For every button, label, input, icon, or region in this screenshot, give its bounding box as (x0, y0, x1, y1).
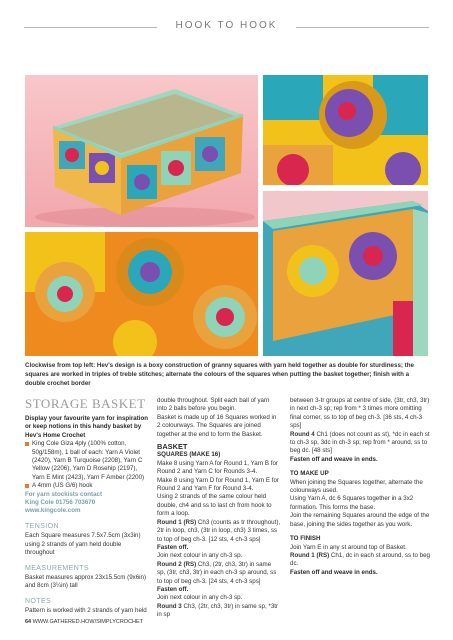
round-2-text: Ch3, (2tr, ch3, 3tr) in same sp, (3tr, ch3, 3tr) in each ch-3 sp around, ss to top of beg ch-3. [24 sts, 4 ch-3 sps] (157, 560, 277, 585)
column-materials (25, 397, 149, 616)
stockist-line-1: For yarn stockists contact (25, 490, 103, 498)
section-title: HOOK TO HOOK (175, 20, 278, 31)
header-rule-left (24, 27, 157, 28)
tension-heading: TENSION (25, 522, 59, 530)
tension-text: Each Square measures 7.5x7.5cm (3x3in) using 2 strands of yarn held double throughout (25, 532, 141, 557)
pattern-intro: Display your favourite yarn for inspiration or keep notions in this handy basket by Hev's Home Crochet (25, 415, 149, 439)
make-up-text-1: When joining the Squares together, alternate the colourways used. (290, 478, 423, 495)
page-number: 64 (25, 619, 32, 625)
make-up-text-2: Using Yarn A, dc 6 Squares together in a 3x2 formation. This forms the base. (290, 495, 414, 511)
colourway-a: Make 8 using Yarn A for Round 1, Yarn B for Round 2 and Yarn C for Rounds 3-4. (157, 459, 278, 476)
hook-list-item (25, 482, 149, 490)
join-colour-2: Join next colour in any ch-3 sp. (157, 594, 243, 602)
yarn-list-item (25, 440, 149, 482)
yarn-list-text: King Cole Giza 4ply (100% cotton, 50g/158m), 1 ball of each: Yarn A Violet (2420), Yarn B Turquoise (2208), Yarn C Yellow (2206), Yarn D Rosehip (2197), Yarn E Mint (2423), Yarn F Amber (2200) (32, 440, 145, 481)
pattern-title: STORAGE BASKET (25, 396, 146, 411)
finish-heading: TO FINISH (290, 535, 321, 543)
finish-text: Join Yarn E in any st around top of Basket. (290, 543, 407, 551)
round-3-continued: between 3-tr groups at centre of side, (3tr, ch3, 3tr) in next ch-3 sp; rep from * 3 times more omitting final corner, ss to top of beg ch-3. [36 sts, 4 ch-3 sps] (290, 397, 430, 430)
stockist-url: www.kingcole.com (25, 507, 81, 515)
notes-text: Pattern is worked with 2 strands of yarn held (25, 607, 147, 615)
stockist-line-2: King Cole 01756 703670 (25, 499, 96, 507)
notes-continued: double throughout. Split each ball of yarn into 2 balls before you begin. (157, 397, 270, 413)
bullet-square-icon (25, 442, 29, 446)
finish-round-1 (290, 552, 430, 569)
round-4-text: Ch1 (does not count as st), *dc in each st to ch-3 sp, 3dc in ch-3 sp; rep from * around, ss to beg dc. [48 sts] (290, 430, 430, 455)
round-4-label: Round 4 (290, 430, 315, 438)
page-header (0, 20, 453, 34)
fasten-off-1: Fasten off. (157, 543, 189, 551)
start-instructions: Using 2 strands of the same colour held double, ch4 and ss to last ch from hook to form a loop. (157, 493, 272, 518)
round-4 (290, 431, 430, 456)
column-pattern (157, 397, 281, 620)
round-2-label: Round 2 (RS) (157, 560, 197, 568)
page-footer (25, 619, 143, 625)
fasten-off-2: Fasten off. (157, 585, 189, 593)
fasten-off-3: Fasten off and weave in ends. (290, 455, 378, 463)
notes-heading: NOTES (25, 597, 52, 605)
round-1-text: Ch3 (counts as tr throughout), 2tr in loop, ch3, (3tr in loop, ch3) 3 times, ss to top of beg ch-3. [12 sts, 4 ch-3 sps] (157, 518, 281, 543)
construction-note: Basket is made up of 16 Squares worked in 2 colourways. The Squares are joined together at the end to form the Basket. (157, 413, 277, 438)
photo-border-corner (263, 191, 428, 356)
round-1-label: Round 1 (RS) (157, 518, 197, 526)
round-1 (157, 519, 281, 544)
fasten-off-4: Fasten off and weave in ends. (290, 568, 378, 576)
join-colour-1: Join next colour in any ch-3 sp. (157, 552, 243, 560)
finish-round-1-text: Ch1, dc in each st around, ss to beg dc. (290, 551, 430, 568)
make-up-text-3: Join the remaining Squares around the edge of the base, joining the sides together as you work. (290, 512, 430, 528)
hook-list-text: A 4mm (US G/6) hook (32, 482, 93, 490)
photo-square-closeup (263, 75, 428, 185)
round-3-label: Round 3 (157, 602, 182, 610)
round-3-text: Ch3, (2tr, ch3, 3tr) in same sp, *3tr in sp (157, 602, 279, 619)
photo-basket-overview (25, 75, 258, 227)
basket-heading: BASKET (157, 442, 188, 452)
round-2 (157, 561, 281, 586)
make-up-heading: TO MAKE UP (290, 470, 329, 478)
photo-caption: Clockwise from top left: Hev's design is a boxy construction of granny squares with yarn held together as double for sturdiness; the squares are worked in triples of treble stitches; alternate the colours of the squares when putting the basket together; finish with a double crochet border (25, 362, 414, 387)
colourway-b: Make 8 using Yarn D for Round 1, Yarn E for Round 2 and Yarn F for Round 3-4. (157, 476, 279, 493)
bullet-square-icon (25, 484, 29, 488)
header-rule-right (296, 27, 429, 28)
round-3 (157, 603, 281, 620)
measurements-heading: MEASUREMENTS (25, 564, 89, 572)
squares-heading: SQUARES (MAKE 16) (157, 451, 221, 459)
photo-alternate-squares (25, 232, 258, 356)
measurements-text: Basket measures approx 23x15.5cm (9x6in) and 8cm (3¼in) tall (25, 573, 147, 590)
finish-round-1-label: Round 1 (RS) (290, 551, 330, 559)
footer-url: WWW.GATHERED.HOW/SIMPLYCROCHET (32, 619, 144, 625)
column-finishing (290, 397, 430, 577)
